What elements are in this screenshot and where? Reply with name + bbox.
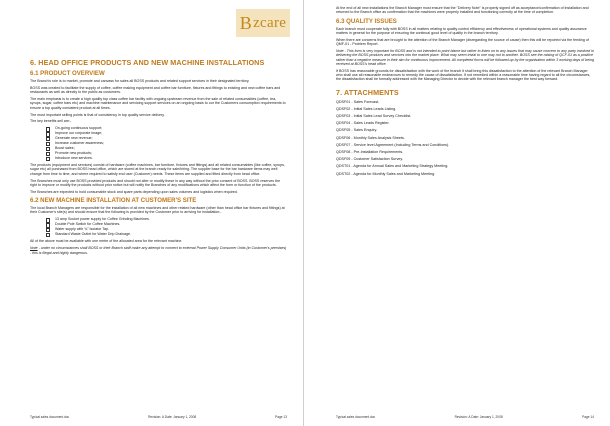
list-item: On-going continuous support; [46,126,287,131]
page-content-left [30,58,287,258]
paragraph: The local Branch Managers are responsible for the installation of all new machines and other related hardware (other than head office bar fixtures and fittings) at their Customer's site(s) and should ensure that the following is provided by the Customer prior to arriving for installation:- [30,206,285,215]
attachment-item: QDSF09 - Customer Satisfaction Survey. [336,157,403,162]
page-footer-right [336,415,594,419]
attachment-item: QDSF03 - Initial Sales Lead Survey Checklist. [336,114,412,119]
attachments-list [336,99,594,178]
paragraph: The Branches must only use BOSS provided products and should not alter or modify these in any way without the prior consent of BOSS. BOSS reserves the right to improve or modify the products without prior notice but will notify the Branches of any modifications which affect the form or function of the products. [30,178,281,187]
attachments-heading: 7. ATTACHMENTS [336,87,399,97]
attachment-item: QDST01 - Agenda for Annual Sales and Marketing Strategy Meeting. [336,164,449,169]
company-logo: B zcare [236,9,290,37]
attachment-item: QDSF04 - Sales Leads Register. [336,121,390,126]
note-label: Note [30,246,38,251]
attachment-item: QDSF07 - Service level Agreement (Including Terms and Conditions). [336,142,450,147]
list-item: Double Pole Switch for Coffee Machines. [46,222,287,227]
document-page-right [306,0,610,426]
list-item: Water supply with ¾" Isolator Tap. [46,227,287,232]
paragraph: At the end of all new installations the Branch Manager must ensure that the "Delivery Note" is properly signed off as acceptance/confirmation of installation and returned to the Branch office as confirmation that the machines were properly installed and functioning correctly at the time of completion. [336,6,589,15]
note-text: - under no circumstances shall BOSS or their Branch staff make any attempt to connect to external Power Supply Consumer Units (in Customer's premises) - this is illegal and highly dangerous. [30,246,287,255]
paragraph: All of the above must be available with one metre of the allocated area for the relevant machine. [30,239,183,244]
section-title-new-machine-installation: 6.2 NEW MACHINE INSTALLATION AT CUSTOMER'S SITE [30,197,197,205]
attachment-item: QDSF08 - Pre-Installation Requirements. [336,150,404,155]
paragraph: If BOSS has reasonable grounds for dissatisfaction with the work of the branch it shall bring this dissatisfaction to the attention of the relevant Branch Manager who shall use all reasonable endeavours to remedy the cause of dissatisfaction. If not remedied within a reasonable time having regard to all the circumstances, the dissatisfaction shall be formally addressed with the Managing Director to decide with the relevant branch manager the best way forward. [336,68,591,82]
list-item: Increase customer awareness; [46,141,287,146]
chapter-heading: 6. HEAD OFFICE PRODUCTS AND NEW MACHINE INSTALLATIONS [30,58,265,67]
list-item: Standard Waste Outlet for Water Drip Drainage. [46,232,287,237]
page-footer-left [30,415,287,419]
list-item: Improve our corporate image; [46,131,287,136]
paragraph: BOSS was created to facilitate the supply of coffee, coffee making equipment and coffee bar furniture, fixtures and fittings to existing and new coffee bars and restaurants as well as directly to the public as customers. [30,85,281,95]
paragraph: The Branches are expected to hold consumable stock and spare parts depending upon sales volumes and logistics when required. [30,189,238,194]
footer-page-number: Page 14 [582,415,594,419]
paragraph: The main emphasis is to create a high quality top class coffee bar facility with ongoing upstream revenue from the sale of related consumables (coffee, tea, syrups, sugar, coffee bars etc) and machine maintenance and servicing support services on an ongoing basis to our the Customers consumption requirements to ensure a top quality consistent product at all times. [30,97,286,110]
section-title-quality-issues: 6.3 QUALITY ISSUES [336,17,397,25]
attachment-item: QDSF06 - Monthly Sales Analysis Sheets. [336,135,405,140]
list-item: 13 amp Socket power supply for Coffee Grinding Machines. [46,217,287,222]
footer-revision: Revision: A Date: January 1, 2008 [148,415,197,419]
list-item: Generate new revenue; [46,136,287,141]
document-page-left [0,0,304,426]
footer-doc-name: Typical sales document.doc [30,415,70,419]
paragraph: When there are concerns that are brought to the attention of the Branch Manager (disregarding the source of cause) then this will be reported via the feeding of QMF-01 - Problem Report. [336,37,589,47]
attachment-item: QDSF02 - Initial Sales Leads Listing. [336,106,397,111]
footer-page-number: Page 13 [275,415,287,419]
paragraph: The key benefits sell are:- [30,119,72,124]
footer-doc-name: Typical sales document.doc [336,415,376,419]
safety-note [30,246,287,255]
footer-revision: Revision: A Date: January 1, 2008 [454,415,503,419]
paragraph: The Branch's role is to market, promote and canvass for sales all BOSS products and related support services in their designated territory. [30,79,250,83]
attachment-item: QDSF01 - Sales Forecast. [336,99,380,104]
attachment-item: QDST02 - Agenda for Monthly Sales and Marketing Meeting. [336,171,436,176]
list-item: Promote new products; [46,151,287,156]
quality-note: Note - This form is very important for BOSS and is not intended to point blame but rather to listen on to any issues that may cause concern to any party involved in delivering the BOSS products and services into the market place. What may seem trivial to one may not to another. BOSS see the raising of QCF-01 as a positive rather than a negative measure in their aim for continuous improvement. All completed forms will be followed-up by the organisation within 3 working days of being received at BOSS's head office. [336,48,594,66]
paragraph: The most important selling points is that of consistency in top quality service delivery. [30,112,165,117]
requirements-list [30,217,287,237]
list-item: Boost sales; [46,146,287,151]
page-content-right [336,6,594,178]
paragraph: The products (equipment and services) consist of hardware (coffee machines, bar furniture, fixtures and fittings) and all related consumables (like coffee, syrups, sugar etc) all purchased from BOSS head office, which are stored at the branch ready for sale/hiring. The supplier base for the bar hardware items may well change from time to time, and where required to satisfy end user (Customer) needs. These items are supplied and fitted directly from head office. [30,163,285,176]
attachment-item: QDSF05 - Sales Enquiry. [336,128,378,133]
list-item: Introduce new services. [46,156,287,161]
section-title-product-overview: 6.1 PRODUCT OVERVIEW [30,70,105,77]
paragraph: Each branch must cooperate fully with BOSS in all matters relating to quality control efficiency and effectiveness of operational systems and quality assurance matters in general for the purpose of ensuring the continual good level of quality in the branch territory. [336,26,587,35]
benefits-list [30,126,287,160]
